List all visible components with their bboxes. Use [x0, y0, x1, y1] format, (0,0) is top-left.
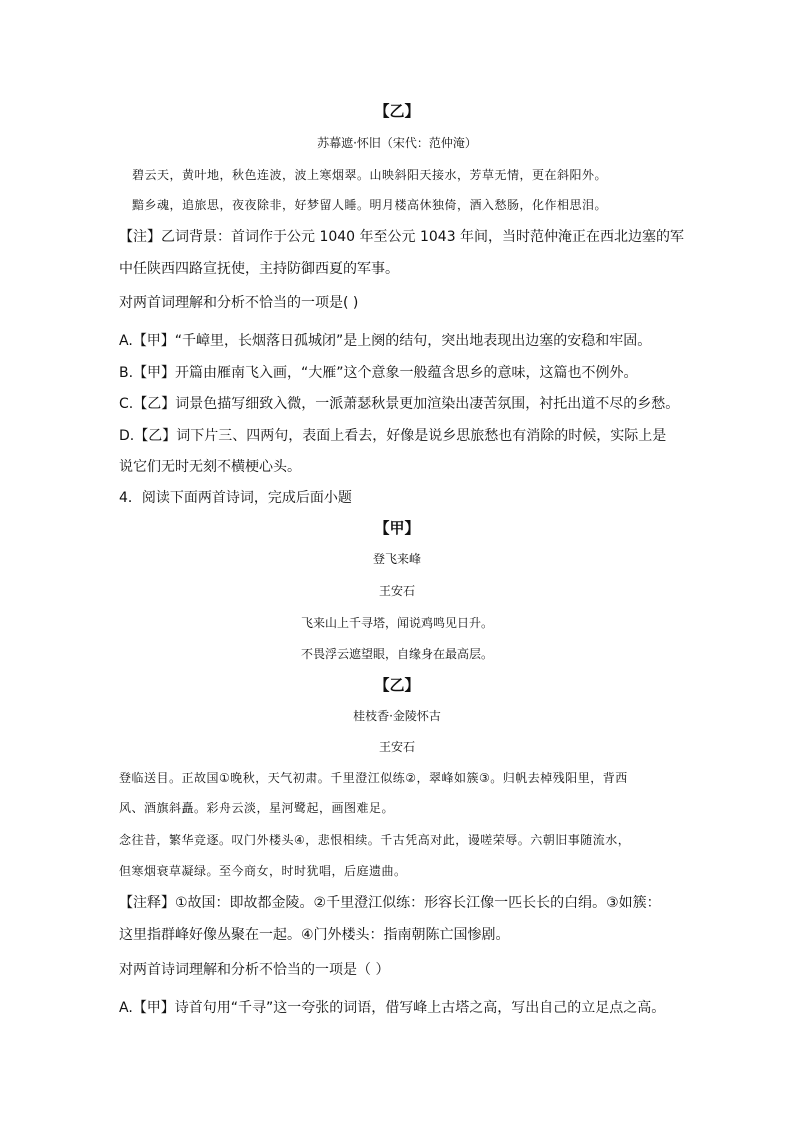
poem-title: 桂枝香·金陵怀古: [353, 709, 441, 723]
poem-line: 念往昔，繁华竞逐。叹门外楼头④，悲恨相续。千古凭高对此，谩嗟荣辱。六朝旧事随流水，: [119, 833, 631, 847]
poem-line: 不畏浮云遮望眼，自缘身在最高层。: [300, 647, 493, 661]
poem-line: 碧云天，黄叶地，秋色连波，波上寒烟翠。山映斜阳天接水，芳草无情，更在斜阳外。: [132, 168, 608, 182]
poem-line: 飞来山上千寻塔，闻说鸡鸣见日升。: [300, 616, 493, 630]
poem-author: 王安石: [378, 584, 415, 598]
poem-line: 但寒烟衰草凝绿。至今商女，时时犹唱，后庭遗曲。: [119, 864, 407, 878]
annotation-line: 【注释】①故国：即故都金陵。②千里澄江似练：形容长江像一匹长长的白绢。③如簇：: [119, 895, 661, 911]
poem-line: 黯乡魂，追旅思，夜夜除非，好梦留人睡。明月楼高休独倚，酒入愁肠，化作相思泪。: [132, 198, 608, 212]
poem-line: 登临送目。正故国①晚秋，天气初肃。千里澄江似练②，翠峰如簇③。归帆去棹残阳里，背西: [119, 771, 628, 785]
question4-intro: 4．阅读下面两首诗词，完成后面小题: [119, 490, 352, 506]
option-c: C.【乙】词景色描写细致入微，一派萧瑟秋景更加渲染出凄苦氛围，衬托出道不尽的乡愁。: [119, 396, 680, 412]
note-line: 【注】乙词背景：首词作于公元 1040 年至公元 1043 年间，当时范仲淹正在西北边塞的军: [119, 229, 685, 245]
note-line: 中任陕西四路宣抚使，主持防御西夏的军事。: [119, 261, 399, 277]
option-a: A.【甲】“千嶂里，长烟落日孤城闭”是上阕的结句，突出地表现出边塞的安稳和牢固。: [119, 333, 652, 349]
poem-line: 风、酒旗斜矗。彩舟云淡，星河鹭起，画图难足。: [119, 801, 395, 815]
poem-author: 王安石: [378, 740, 415, 754]
option-b: B.【甲】开篇由雁南飞入画，“大雁”这个意象一般蕴含思乡的意味，这篇也不例外。: [119, 365, 638, 381]
section-heading-jia: 【甲】: [374, 519, 420, 537]
question-stem: 对两首诗词理解和分析不恰当的一项是（ ）: [119, 962, 390, 978]
poem-title: 登飞来峰: [372, 552, 421, 566]
option-d: D.【乙】词下片三、四两句，表面上看去，好像是说乡思旅愁也有消除的时候，实际上是: [119, 428, 667, 444]
poem-title: 苏幕遮·怀旧（宋代：范仲淹）: [317, 136, 477, 150]
question-stem: 对两首词理解和分析不恰当的一项是( ): [119, 295, 359, 311]
section-heading-yi: 【乙】: [374, 676, 420, 694]
option-d-continued: 说它们无时无刻不横梗心头。: [119, 459, 301, 475]
option-a: A.【甲】诗首句用“千寻”这一夸张的词语，借写峰上古塔之高，写出自己的立足点之高。: [119, 1000, 666, 1016]
section-heading-yi: 【乙】: [374, 102, 420, 120]
annotation-line: 这里指群峰好像丛聚在一起。④门外楼头：指南朝陈亡国惨剧。: [119, 927, 510, 943]
